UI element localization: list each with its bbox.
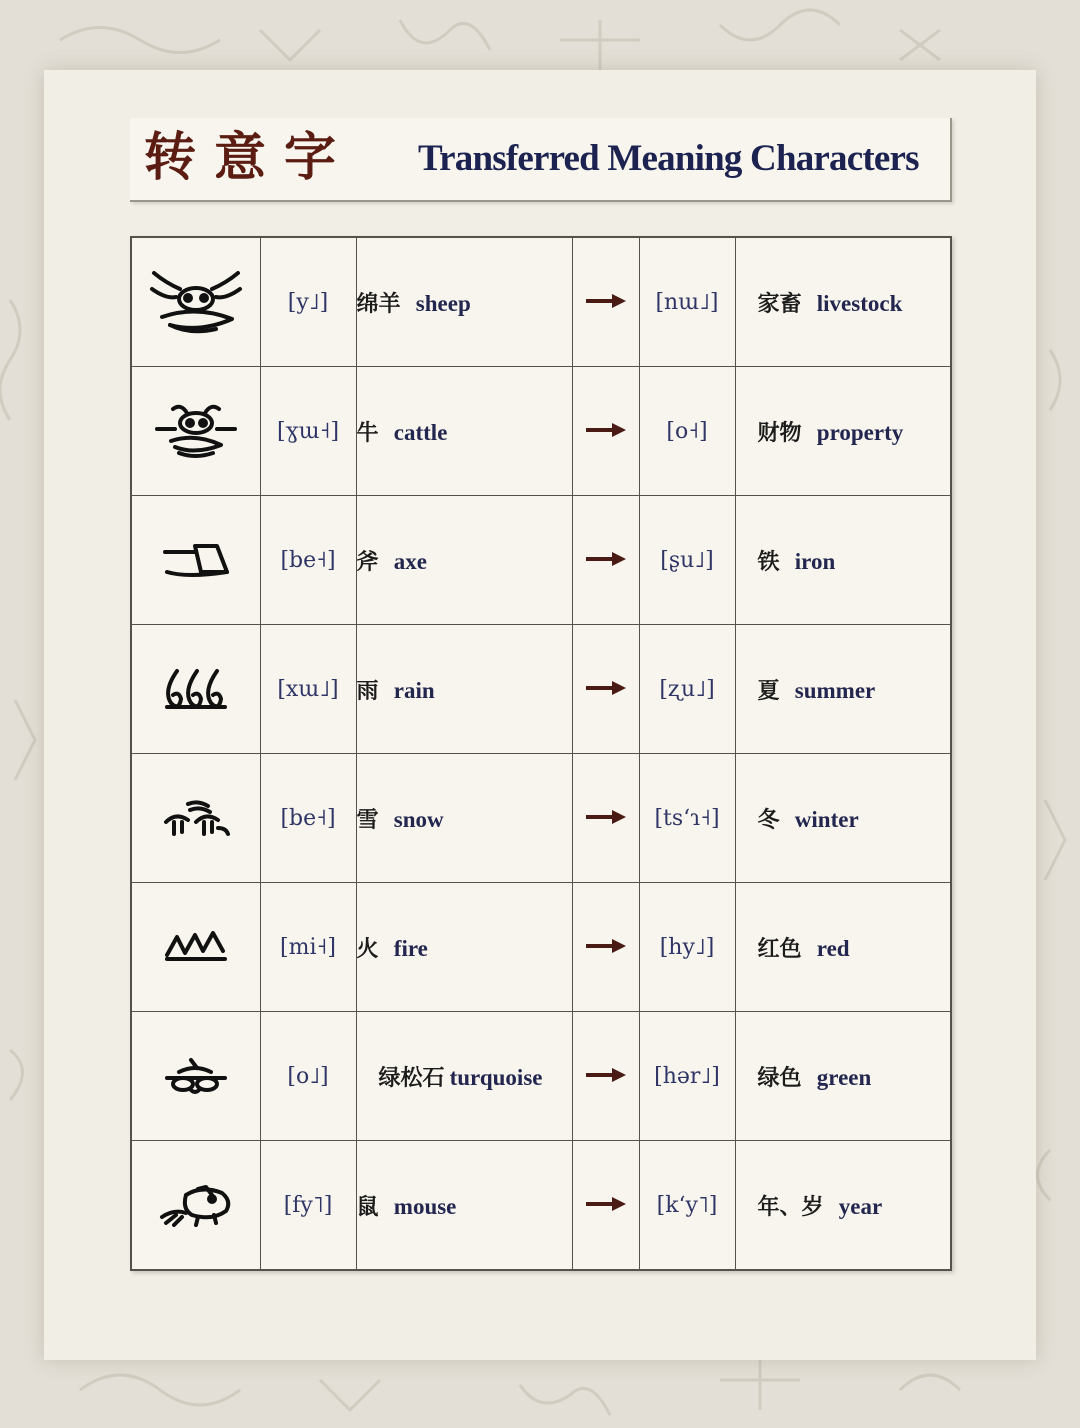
target-chinese: 财物	[757, 420, 802, 446]
source-word	[356, 237, 572, 367]
target-word	[735, 237, 951, 367]
table-row	[131, 367, 951, 496]
glyph-cell	[131, 237, 260, 367]
target-ipa: [hər˩]	[639, 1012, 735, 1141]
arrow-cell	[572, 1141, 639, 1271]
target-chinese: 绿色	[757, 1065, 802, 1091]
rain-pictograph-icon	[163, 667, 229, 711]
source-word	[356, 496, 572, 625]
target-english: red	[816, 935, 850, 961]
glyph-cell	[131, 754, 260, 883]
target-english: green	[816, 1064, 872, 1090]
source-ipa: [y˩]	[260, 237, 356, 367]
arrow-cell	[572, 237, 639, 367]
target-word	[735, 1012, 951, 1141]
glyph-cell	[131, 1141, 260, 1271]
arrow-cell	[572, 625, 639, 754]
source-ipa: [fy˥]	[260, 1141, 356, 1271]
target-chinese: 冬	[757, 807, 780, 833]
source-word	[356, 625, 572, 754]
source-ipa: [o˩]	[260, 1012, 356, 1141]
source-word	[356, 754, 572, 883]
target-english: iron	[794, 548, 836, 574]
source-english: snow	[393, 806, 444, 832]
target-english: year	[838, 1193, 883, 1219]
source-ipa: [be˧]	[260, 496, 356, 625]
source-ipa: [ɣɯ˧]	[260, 367, 356, 496]
source-english: turquoise	[449, 1064, 543, 1090]
source-english: fire	[393, 935, 428, 961]
right-arrow-icon	[586, 681, 626, 695]
cattle-pictograph-icon	[151, 401, 241, 461]
mouse-pictograph-icon	[158, 1183, 234, 1227]
source-english: axe	[393, 548, 427, 574]
target-english: winter	[794, 806, 859, 832]
arrow-cell	[572, 1012, 639, 1141]
right-arrow-icon	[586, 1068, 626, 1082]
right-arrow-icon	[586, 810, 626, 824]
table-row	[131, 1141, 951, 1271]
source-word	[356, 1012, 572, 1141]
source-english: cattle	[393, 419, 448, 445]
arrow-cell	[572, 883, 639, 1012]
glyph-cell	[131, 883, 260, 1012]
target-ipa: [ʐu˩]	[639, 625, 735, 754]
table-row	[131, 883, 951, 1012]
target-chinese: 铁	[757, 549, 780, 575]
target-chinese: 年、岁	[757, 1194, 824, 1220]
source-chinese: 绵羊	[356, 291, 401, 317]
source-chinese: 鼠	[356, 1194, 379, 1220]
target-ipa: [ʂu˩]	[639, 496, 735, 625]
target-word	[735, 496, 951, 625]
target-ipa: [hy˩]	[639, 883, 735, 1012]
target-word	[735, 367, 951, 496]
source-word	[356, 367, 572, 496]
chinese-title: 转意字	[144, 128, 355, 188]
source-chinese: 雨	[356, 678, 379, 704]
right-arrow-icon	[586, 294, 626, 308]
source-chinese: 斧	[356, 549, 379, 575]
snow-pictograph-icon	[160, 798, 232, 838]
target-english: livestock	[816, 290, 903, 316]
target-word	[735, 1141, 951, 1271]
right-arrow-icon	[586, 552, 626, 566]
source-english: sheep	[415, 290, 471, 316]
source-chinese: 绿松石	[378, 1065, 445, 1091]
right-arrow-icon	[586, 1197, 626, 1211]
sheep-pictograph-icon	[148, 267, 244, 337]
source-word	[356, 883, 572, 1012]
target-english: summer	[794, 677, 876, 703]
target-ipa: [kʻy˥]	[639, 1141, 735, 1271]
target-ipa: [nɯ˩]	[639, 237, 735, 367]
source-english: mouse	[393, 1193, 457, 1219]
glyph-cell	[131, 496, 260, 625]
source-chinese: 雪	[356, 807, 379, 833]
glyph-cell	[131, 1012, 260, 1141]
source-chinese: 火	[356, 936, 379, 962]
target-chinese: 红色	[757, 936, 802, 962]
title-banner	[130, 118, 952, 202]
table-row	[131, 625, 951, 754]
glyph-cell	[131, 367, 260, 496]
table-row	[131, 237, 951, 367]
target-chinese: 家畜	[757, 291, 802, 317]
target-word	[735, 883, 951, 1012]
target-chinese: 夏	[757, 678, 780, 704]
glyph-cell	[131, 625, 260, 754]
source-chinese: 牛	[356, 420, 379, 446]
target-ipa: [o˧]	[639, 367, 735, 496]
arrow-cell	[572, 496, 639, 625]
english-title: Transferred Meaning Characters	[418, 138, 919, 179]
source-word	[356, 1141, 572, 1271]
source-ipa: [be˧]	[260, 754, 356, 883]
source-ipa: [mi˧]	[260, 883, 356, 1012]
target-english: property	[816, 419, 904, 445]
target-word	[735, 754, 951, 883]
arrow-cell	[572, 754, 639, 883]
right-arrow-icon	[586, 939, 626, 953]
right-arrow-icon	[586, 423, 626, 437]
fire-pictograph-icon	[163, 931, 229, 963]
axe-pictograph-icon	[161, 542, 231, 578]
target-ipa: [tsʻɿ˧]	[639, 754, 735, 883]
source-ipa: [xɯ˩]	[260, 625, 356, 754]
target-word	[735, 625, 951, 754]
character-table	[130, 236, 952, 1271]
turquoise-pictograph-icon	[161, 1056, 231, 1096]
table-row	[131, 1012, 951, 1141]
arrow-cell	[572, 367, 639, 496]
source-english: rain	[393, 677, 435, 703]
table-row	[131, 496, 951, 625]
table-row	[131, 754, 951, 883]
